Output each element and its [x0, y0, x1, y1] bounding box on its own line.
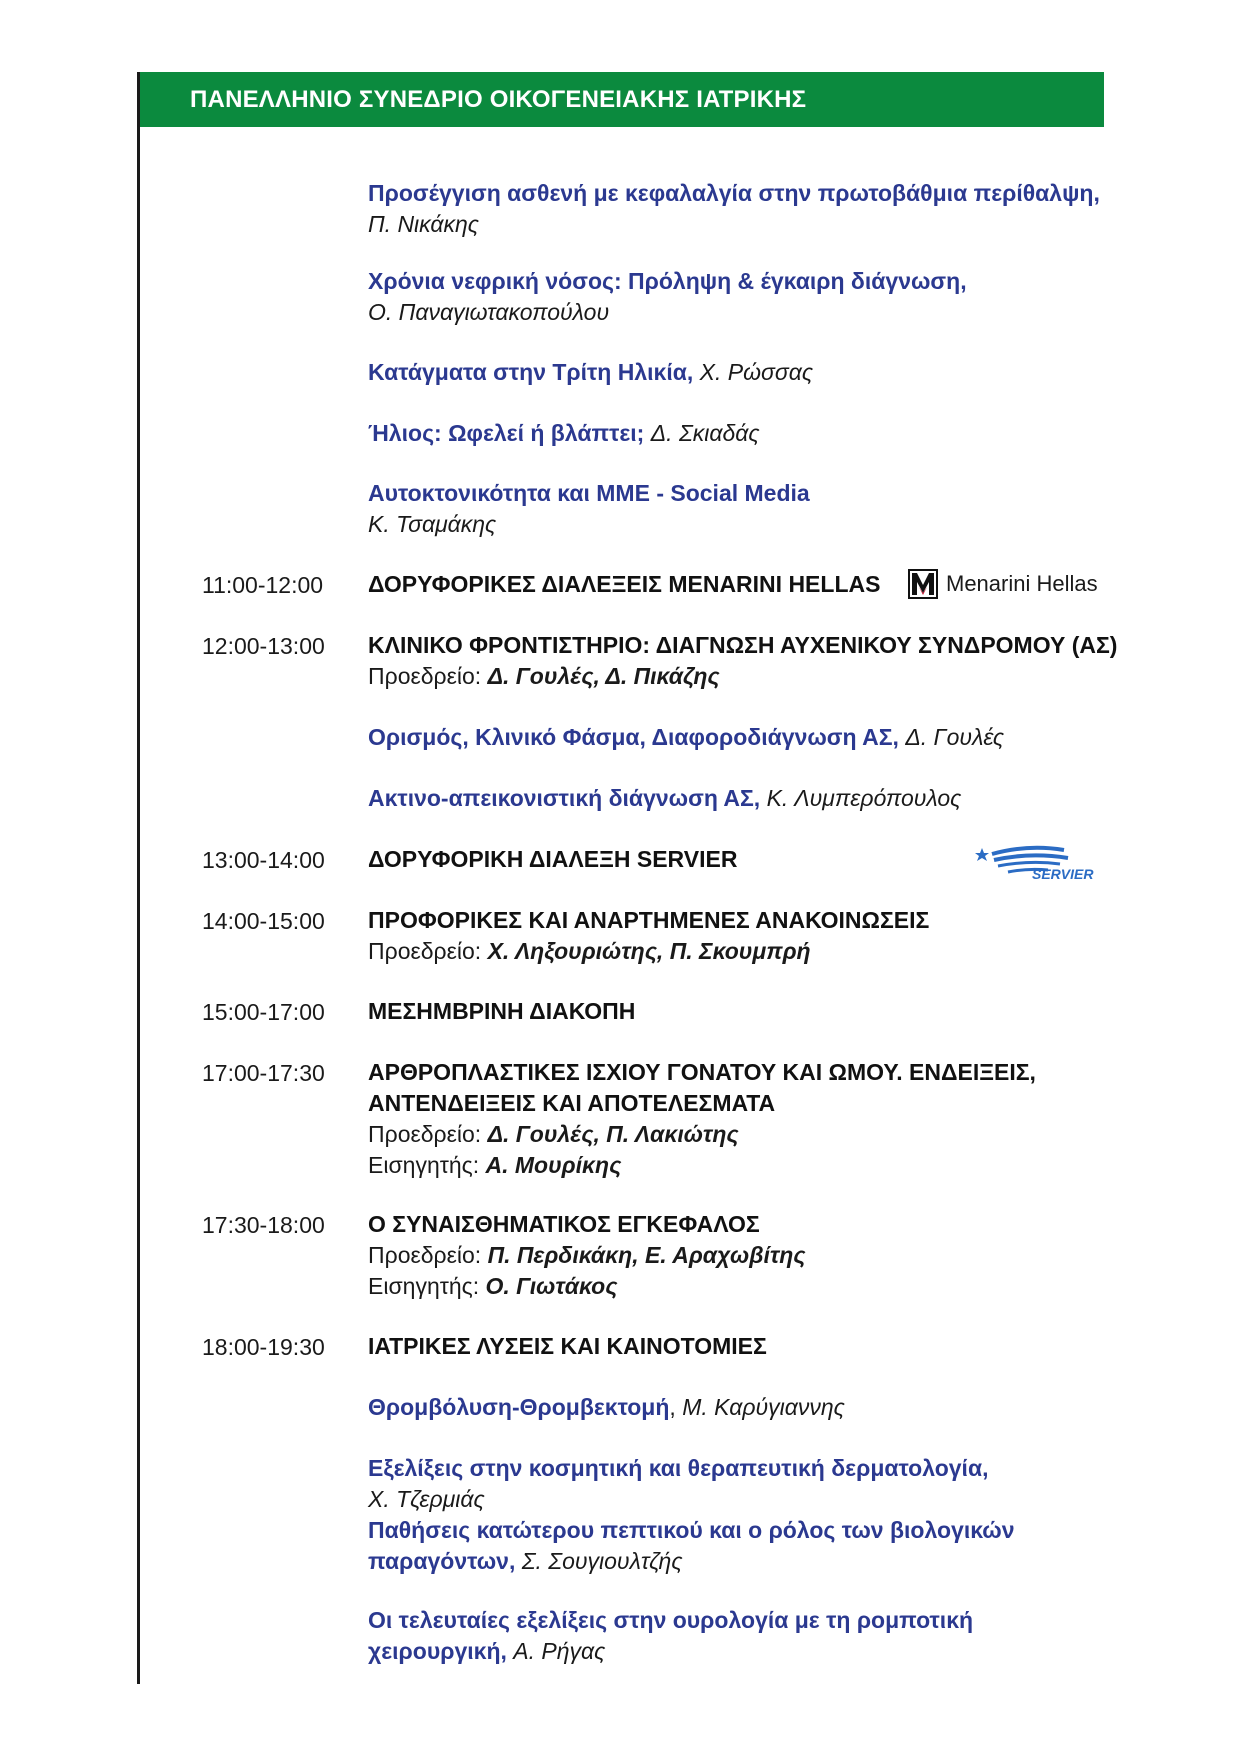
speaker-name: Α. Μουρίκης — [485, 1152, 622, 1178]
chairs-names: Π. Περδικάκη, Ε. Αραχωβίτης — [487, 1242, 806, 1268]
talk-title: Κατάγματα στην Τρίτη Ηλικία, — [368, 359, 694, 385]
talk-speaker: Κ. Λυμπερόπουλος — [766, 785, 962, 811]
chairs-names: Δ. Γουλές, Δ. Πικάζης — [487, 663, 720, 689]
talk-title-line1: Οι τελευταίες εξελίξεις στην ουρολογία με τη ρομποτική — [368, 1607, 974, 1633]
session-item — [368, 905, 1108, 967]
talk-speaker: Π. Νικάκης — [368, 211, 479, 237]
header-banner — [140, 72, 1104, 127]
talk-title: Αυτοκτονικότητα και ΜΜΕ - Social Media — [368, 480, 810, 506]
talk-title: Ακτινο-απεικονιστική διάγνωση ΑΣ, — [368, 785, 761, 811]
talk-title: Θρομβόλυση-Θρομβεκτομή — [368, 1394, 670, 1420]
session-time: 17:30-18:00 — [202, 1212, 325, 1238]
session-title: ΜΕΣΗΜΒΡΙΝΗ ΔΙΑΚΟΠΗ — [368, 998, 636, 1024]
left-margin-rule — [137, 72, 140, 1684]
talk-item — [368, 783, 1108, 814]
session-title: ΔΟΡΥΦΟΡΙΚΕΣ ΔΙΑΛΕΞΕΙΣ MENARINI HELLAS — [368, 571, 881, 597]
talk-speaker: Σ. Σουγιουλτζής — [521, 1548, 683, 1574]
session-time: 17:00-17:30 — [202, 1060, 325, 1086]
session-title: ΙΑΤΡΙΚΕΣ ΛΥΣΕΙΣ ΚΑΙ ΚΑΙΝΟΤΟΜΙΕΣ — [368, 1333, 767, 1359]
session-title-line1: ΑΡΘΡΟΠΛΑΣΤΙΚΕΣ ΙΣΧΙΟΥ ΓΟΝΑΤΟΥ ΚΑΙ ΩΜΟΥ. ΕΝΔΕΙΞΕΙΣ, — [368, 1059, 1036, 1085]
talk-item — [368, 1453, 1108, 1515]
chairs-names: Χ. Ληξουριώτης, Π. Σκουμπρή — [487, 938, 811, 964]
session-time: 15:00-17:00 — [202, 999, 325, 1025]
session-item — [368, 996, 1108, 1027]
talk-title: Ορισμός, Κλινικό Φάσμα, Διαφοροδιάγνωση ΑΣ, — [368, 724, 899, 750]
talk-item — [368, 178, 1108, 240]
menarini-m-icon — [908, 569, 938, 599]
talk-title: Χρόνια νεφρική νόσος: Πρόληψη & έγκαιρη διάγνωση, — [368, 268, 967, 294]
talk-item — [368, 478, 1108, 540]
session-item — [368, 1331, 1108, 1362]
talk-item — [368, 266, 1108, 328]
chairs-label: Προεδρείο: — [368, 1242, 482, 1268]
page-title: ΠΑΝΕΛΛΗΝΙΟ ΣΥΝΕΔΡΙΟ ΟΙΚΟΓΕΝΕΙΑΚΗΣ ΙΑΤΡΙΚΗΣ — [190, 86, 807, 113]
servier-logo — [968, 838, 1098, 888]
talk-item — [368, 357, 1108, 388]
session-time: 12:00-13:00 — [202, 633, 325, 659]
speaker-name: Ο. Γιωτάκος — [485, 1273, 618, 1299]
talk-speaker: Μ. Καρύγιαννης — [682, 1394, 845, 1420]
talk-speaker: Δ. Σκιαδάς — [650, 420, 760, 446]
session-item — [368, 630, 1118, 692]
talk-item — [368, 722, 1108, 753]
talk-speaker: Α. Ρήγας — [513, 1638, 606, 1664]
chairs-label: Προεδρείο: — [368, 1121, 482, 1147]
session-title-line2: ΑΝΤΕΝΔΕΙΞΕΙΣ ΚΑΙ ΑΠΟΤΕΛΕΣΜΑΤΑ — [368, 1090, 776, 1116]
session-item — [368, 1057, 1108, 1181]
menarini-logo-text: Menarini Hellas — [946, 571, 1098, 596]
session-title: ΔΟΡΥΦΟΡΙΚΗ ΔΙΑΛΕΞΗ SERVIER — [368, 846, 738, 872]
talk-speaker: Κ. Τσαμάκης — [368, 511, 497, 537]
session-item — [368, 1209, 1108, 1302]
chairs-label: Προεδρείο: — [368, 663, 482, 689]
chairs-label: Προεδρείο: — [368, 938, 482, 964]
talk-title-line1: Παθήσεις κατώτερου πεπτικού και ο ρόλος των βιολογικών — [368, 1517, 1015, 1543]
talk-item — [368, 418, 1108, 449]
talk-speaker: Ο. Παναγιωτακοπούλου — [368, 299, 610, 325]
speaker-label: Εισηγητής: — [368, 1152, 480, 1178]
session-time: 11:00-12:00 — [202, 572, 324, 598]
session-time: 14:00-15:00 — [202, 908, 325, 934]
session-title: Ο ΣΥΝΑΙΣΘΗΜΑΤΙΚΟΣ ΕΓΚΕΦΑΛΟΣ — [368, 1211, 760, 1237]
talk-title: Εξελίξεις στην κοσμητική και θεραπευτική δερματολογία, — [368, 1455, 989, 1481]
talk-title-line2: παραγόντων, — [368, 1548, 516, 1574]
talk-title: Προσέγγιση ασθενή με κεφαλαλγία στην πρωτοβάθμια περίθαλψη, — [368, 180, 1100, 206]
talk-item: Θρομβόλυση-Θρομβεκτομή, Μ. Καρύγιαννης — [368, 1394, 845, 1420]
talk-title-line2: χειρουργική, — [368, 1638, 507, 1664]
talk-speaker: Χ. Τζερμιάς — [368, 1486, 485, 1512]
session-title: ΚΛΙΝΙΚΟ ΦΡΟΝΤΙΣΤΗΡΙΟ: ΔΙΑΓΝΩΣΗ ΑΥΧΕΝΙΚΟΥ ΣΥΝΔΡΟΜΟΥ (ΑΣ) — [368, 632, 1118, 658]
speaker-label: Εισηγητής: — [368, 1273, 480, 1299]
talk-speaker: Χ. Ρώσσας — [699, 359, 814, 385]
talk-title: Ήλιος: Ωφελεί ή βλάπτει; — [368, 420, 645, 446]
talk-speaker: Δ. Γουλές — [905, 724, 1005, 750]
menarini-logo — [908, 566, 1098, 602]
session-time: 13:00-14:00 — [202, 847, 325, 873]
servier-logo-text: SERVIER — [1032, 866, 1094, 882]
chairs-names: Δ. Γουλές, Π. Λακιώτης — [487, 1121, 739, 1147]
session-time: 18:00-19:30 — [202, 1334, 325, 1360]
talk-item — [368, 1605, 1108, 1667]
talk-item — [368, 1515, 1108, 1577]
session-title: ΠΡΟΦΟΡΙΚΕΣ ΚΑΙ ΑΝΑΡΤΗΜΕΝΕΣ ΑΝΑΚΟΙΝΩΣΕΙΣ — [368, 907, 930, 933]
